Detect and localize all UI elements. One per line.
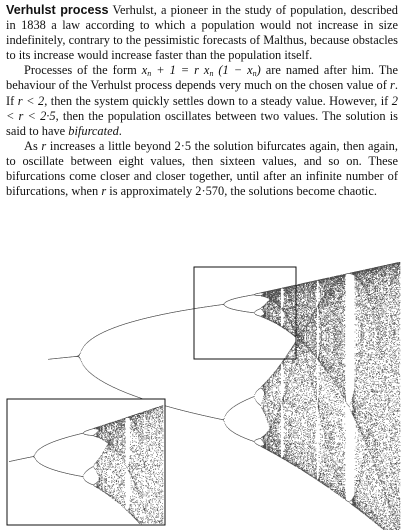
p2-condition-1: r < 2 (17, 93, 45, 108)
p3-r2: r (101, 184, 107, 199)
p3-r: r (41, 138, 47, 153)
p2-text-d: , then the population oscillates between two values. The solution is said to have (6, 108, 398, 138)
recurrence-formula: $x_n + 1 = r$ $x_n$ $(1 - x_n)$ (141, 63, 261, 79)
bifurcation-diagram (0, 262, 404, 530)
p2-text-e: . (118, 123, 122, 138)
p2-condition-2: 2 < r < 2·5 (6, 93, 398, 123)
inset-panel (7, 399, 165, 525)
paragraph-1 (6, 3, 398, 63)
inset-frame (7, 399, 165, 525)
p3-text-b: increases a little beyond 2·5 the solution bifurcates again, then again, to oscillate between eight values, then sixteen values, and so on. These bifurcations come closer and closer together, until after an infinite number of bifurcations, when (6, 138, 398, 199)
p2-r: r (390, 78, 395, 93)
p2-text-b: . If (6, 78, 398, 108)
p2-prefix: Processes of the form (24, 63, 137, 78)
paragraph-1-text: Verhulst, a pioneer in the study of population, described in 1838 a law according to which a population would not increase in size indefinitely, contrary to the pessimistic forecasts of Malthus, because obstacles to its increase would increase faster than the population itself. (6, 3, 398, 63)
section-heading: Verhulst process (6, 3, 109, 17)
p3-text-c: is approximately 2·570, the solutions become chaotic. (109, 184, 377, 199)
p2-text-a: are named after him. The behaviour of the Verhulst process depends very much on the chosen value of (6, 63, 398, 93)
paragraph-2 (6, 63, 398, 138)
bifurcation-figure (0, 262, 404, 530)
p3-text-a: As (24, 138, 38, 153)
p2-text-c: , then the system quickly settles down to a steady value. However, if (44, 93, 389, 108)
paragraph-3 (6, 139, 398, 199)
text-block (6, 3, 398, 199)
p2-emphasis: bifurcated (68, 123, 119, 138)
